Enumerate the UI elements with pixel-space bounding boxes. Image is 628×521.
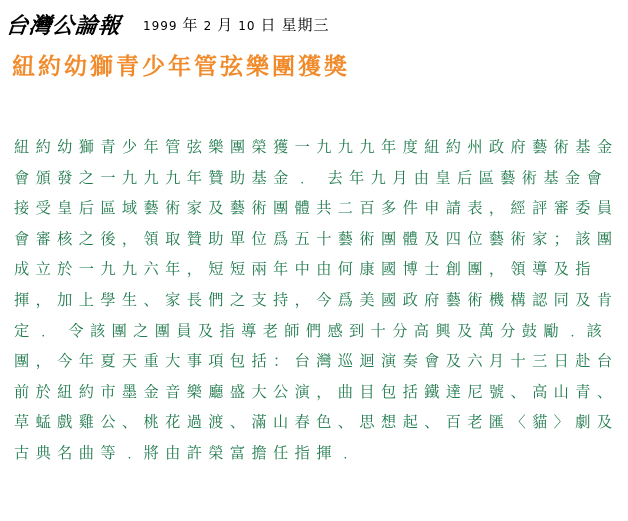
newspaper-masthead — [6, 6, 121, 40]
date-month-unit: 月 — [217, 16, 234, 34]
date-month: 2 — [203, 19, 213, 33]
date-year: 1999 — [143, 19, 178, 33]
publication-date — [143, 14, 335, 37]
date-weekday: 星期三 — [281, 16, 330, 34]
date-day: 10 — [238, 19, 256, 33]
article-body: 紐約幼獅青少年管弦樂團榮獲一九九九年度紐約州政府藝術基金會頒發之一九九九年贊助基金﹒ 去年九月由皇后區藝術基金會接受皇后區域藝術家及藝術團體共二百多件申請表，經評審委員會審核之後，領取贊助單位爲五十藝術團體及四位藝術家；該團成立於一九九六年，短短兩年中由何康國博士創團，領導及指揮，加上學生、家長們之支持，今爲美國政府藝術機構認同及肯定﹒ 令該團之團員及指導老師們感到十分高興及萬分鼓勵﹒該團，今年夏天重大事項包括：台灣巡迴演奏會及六月十三日赴台前於紐約市墨金音樂廳盛大公演，曲目包括鐵達尼號、高山青、草蜢戲雞公、桃花過渡、滿山春色、思想起、百老匯〈貓〉劇及古典名曲等﹒將由許榮富擔任指揮﹒ — [14, 138, 619, 462]
newspaper-logo: 台灣公論報 — [4, 13, 123, 39]
date-year-unit: 年 — [182, 16, 199, 34]
date-day-unit: 日 — [260, 16, 277, 34]
article-headline: 紐約幼獅青少年管弦樂團獲獎 — [12, 53, 350, 80]
